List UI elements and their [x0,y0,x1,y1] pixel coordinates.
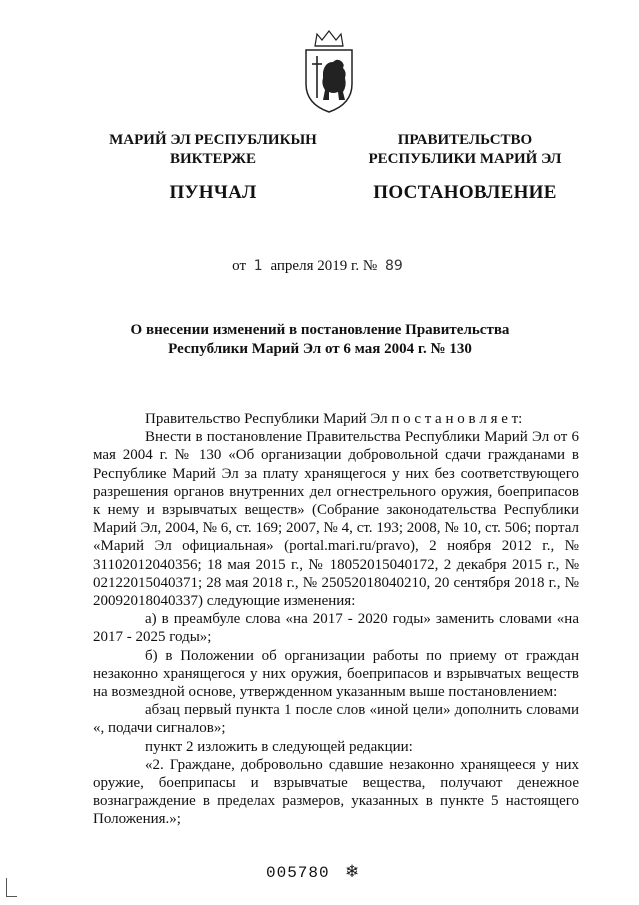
header-left-line2: ВИКТЕРЖЕ [169,151,257,167]
header-right-line2: РЕСПУБЛИКИ МАРИЙ ЭЛ [368,151,562,167]
title-line1: О внесении изменений в постановление Правительства [130,322,510,338]
coat-of-arms-icon [303,28,355,114]
title-line2: Республики Марий Эл от 6 мая 2004 г. № 130 [168,341,472,357]
document-body [93,410,579,829]
paragraph: абзац первый пункта 1 после слов «иной цели» дополнить словами «, подачи сигналов»; [93,702,579,737]
serial-number: 005780 [266,864,330,882]
paragraph: Внести в постановление Правительства Республики Марий Эл от 6 мая 2004 г. № 130 «Об организации добровольной сдачи гражданами в Республике Марий Эл за плату хранящегося у них без соответствующего разрешения органов внутренних дел огнестрельного оружия, боеприпасов к нему и взрывчатых веществ» (Собрание законодательства Республики Марий Эл, 2004, № 6, ст. 169; 2007, № 4, ст. 193; 2008, № 10, ст. 506; портал «Марий Эл официальная» (portal.mari.ru/pravo), 2 ноября 2012 г., № 31102012040356; 18 мая 2015 г., № 18052015040172, 2 декабря 2015 г., № 02122015040371; 28 мая 2018 г., № 25052018040210, 20 сентября 2018 г., № 20092018040337) следующие изменения: [93,429,579,610]
date-month-year: апреля 2019 г. № [270,258,378,274]
paragraph: пункт 2 изложить в следующей редакции: [145,738,413,755]
corner-mark [6,878,17,897]
snowflake-icon: ❄ [345,862,360,882]
header-left [88,131,338,202]
doc-type-ru: ПОСТАНОВЛЕНИЕ [373,182,557,203]
header-right-line1: ПРАВИТЕЛЬСТВО [397,132,533,148]
date-prefix: от [232,258,247,274]
document-number: 89 [385,258,403,274]
document-title [60,321,580,359]
paragraph: б) в Положении об организации работы по приему от граждан незаконно хранящегося у них оружия, боеприпасов и взрывчатых веществ на возмездной основе, утвержденном указанным выше постановлением: [93,647,579,701]
header-left-line1: МАРИЙ ЭЛ РЕСПУБЛИКЫН [109,132,317,148]
paragraph: а) в преамбуле слова «на 2017 - 2020 годы» заменить словами «на 2017 - 2025 годы»; [93,611,579,646]
date-line [0,258,639,275]
header-right [350,131,580,202]
paragraph: «2. Граждане, добровольно сдавшие незаконно хранящееся у них оружие, боеприпасы и взрывчатые вещества, получают денежное вознаграждение в пределах размеров, указанных в пункте 5 настоящего Положения.»; [93,756,579,828]
paragraph: Правительство Республики Марий Эл п о с т а н о в л я е т: [145,411,523,427]
doc-type-mari: ПУНЧАЛ [169,182,257,203]
date-day: 1 [253,258,263,274]
